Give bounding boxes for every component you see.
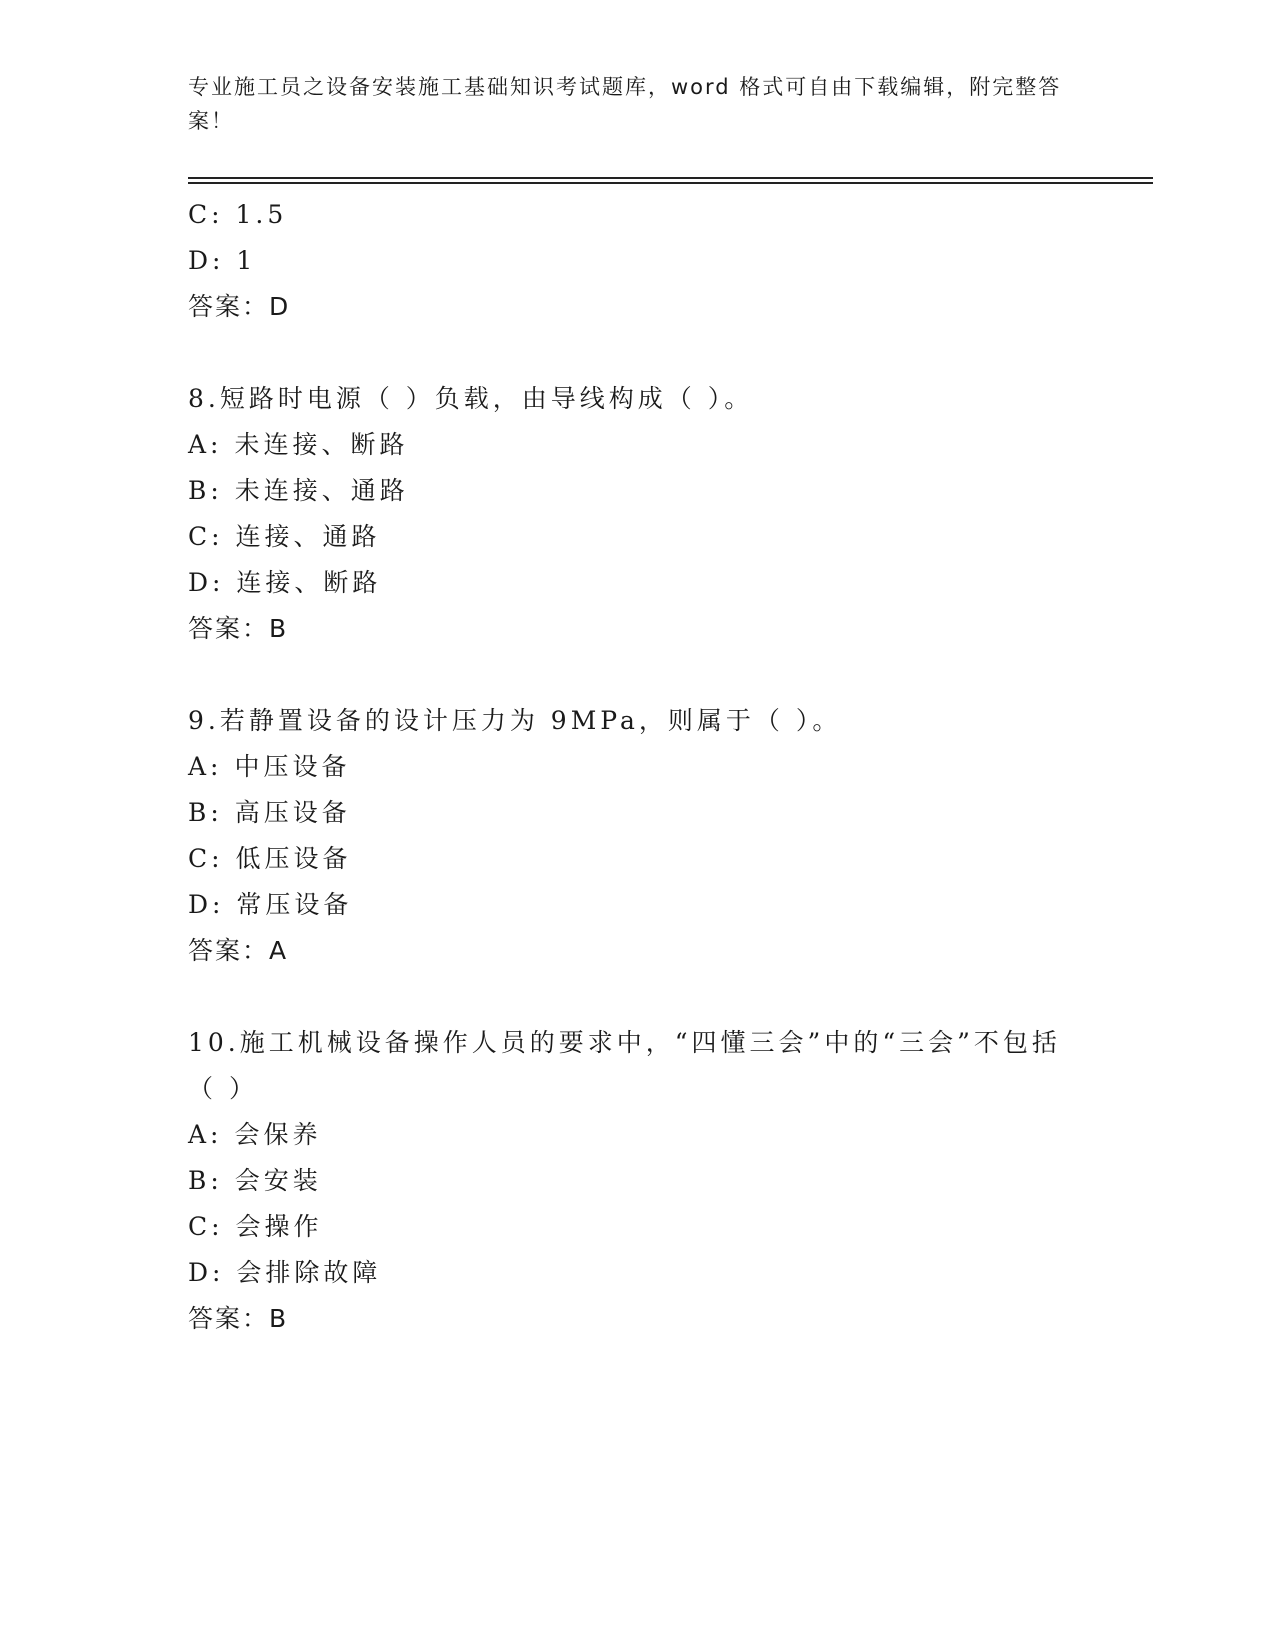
option-text: 未连接、断路 [234, 430, 409, 459]
question-stem: 9.若静置设备的设计压力为 9MPa，则属于（ ）。 [188, 706, 842, 735]
option-label: A: [188, 430, 223, 459]
option-label: C: [188, 522, 224, 551]
answer-line: 答案：D [188, 292, 291, 321]
option-label: D: [188, 1258, 225, 1287]
option-line [188, 1158, 1088, 1204]
option-line [188, 1112, 1088, 1158]
option-line [188, 468, 1088, 514]
option-label: D: [188, 890, 225, 919]
question-content [188, 192, 1088, 1342]
option-text: 1.5 [235, 200, 288, 229]
option-text: 会排除故障 [236, 1258, 382, 1287]
answer-line: 答案：B [188, 1304, 289, 1333]
option-text: 低压设备 [235, 844, 352, 873]
document-header: 专业施工员之设备安装施工基础知识考试题库，word 格式可自由下载编辑，附完整答案！ [188, 75, 1062, 133]
option-label: D: [188, 568, 225, 597]
option-text: 会安装 [234, 1166, 322, 1195]
option-label: C: [188, 844, 224, 873]
question-stem: 10.施工机械设备操作人员的要求中，“四懂三会”中的“三会”不包括（ ） [188, 1028, 1061, 1103]
answer-line: 答案：B [188, 614, 289, 643]
question-stem: 8.短路时电源（ ）负载，由导线构成（ ）。 [188, 384, 754, 413]
option-text: 中压设备 [234, 752, 351, 781]
option-label: B: [188, 798, 223, 827]
option-line [188, 192, 1088, 238]
answer-line: 答案：A [188, 936, 289, 965]
option-line [188, 790, 1088, 836]
option-line [188, 422, 1088, 468]
option-text: 常压设备 [236, 890, 353, 919]
option-label: C: [188, 200, 224, 229]
option-label: B: [188, 476, 223, 505]
option-label: D: [188, 246, 225, 275]
option-line [188, 1204, 1088, 1250]
option-line [188, 514, 1088, 560]
option-line [188, 882, 1088, 928]
option-label: B: [188, 1166, 223, 1195]
option-line [188, 238, 1088, 284]
option-text: 会操作 [235, 1212, 323, 1241]
header-divider-top [188, 177, 1153, 179]
header-divider-bottom [188, 182, 1153, 184]
option-label: C: [188, 1212, 224, 1241]
option-line [188, 744, 1088, 790]
option-label: A: [188, 1120, 223, 1149]
option-text: 高压设备 [234, 798, 351, 827]
option-label: A: [188, 752, 223, 781]
option-text: 1 [236, 246, 257, 275]
option-text: 连接、断路 [236, 568, 382, 597]
option-text: 未连接、通路 [234, 476, 409, 505]
option-line [188, 836, 1088, 882]
option-text: 连接、通路 [235, 522, 381, 551]
option-line [188, 1250, 1088, 1296]
option-text: 会保养 [234, 1120, 322, 1149]
option-line [188, 560, 1088, 606]
